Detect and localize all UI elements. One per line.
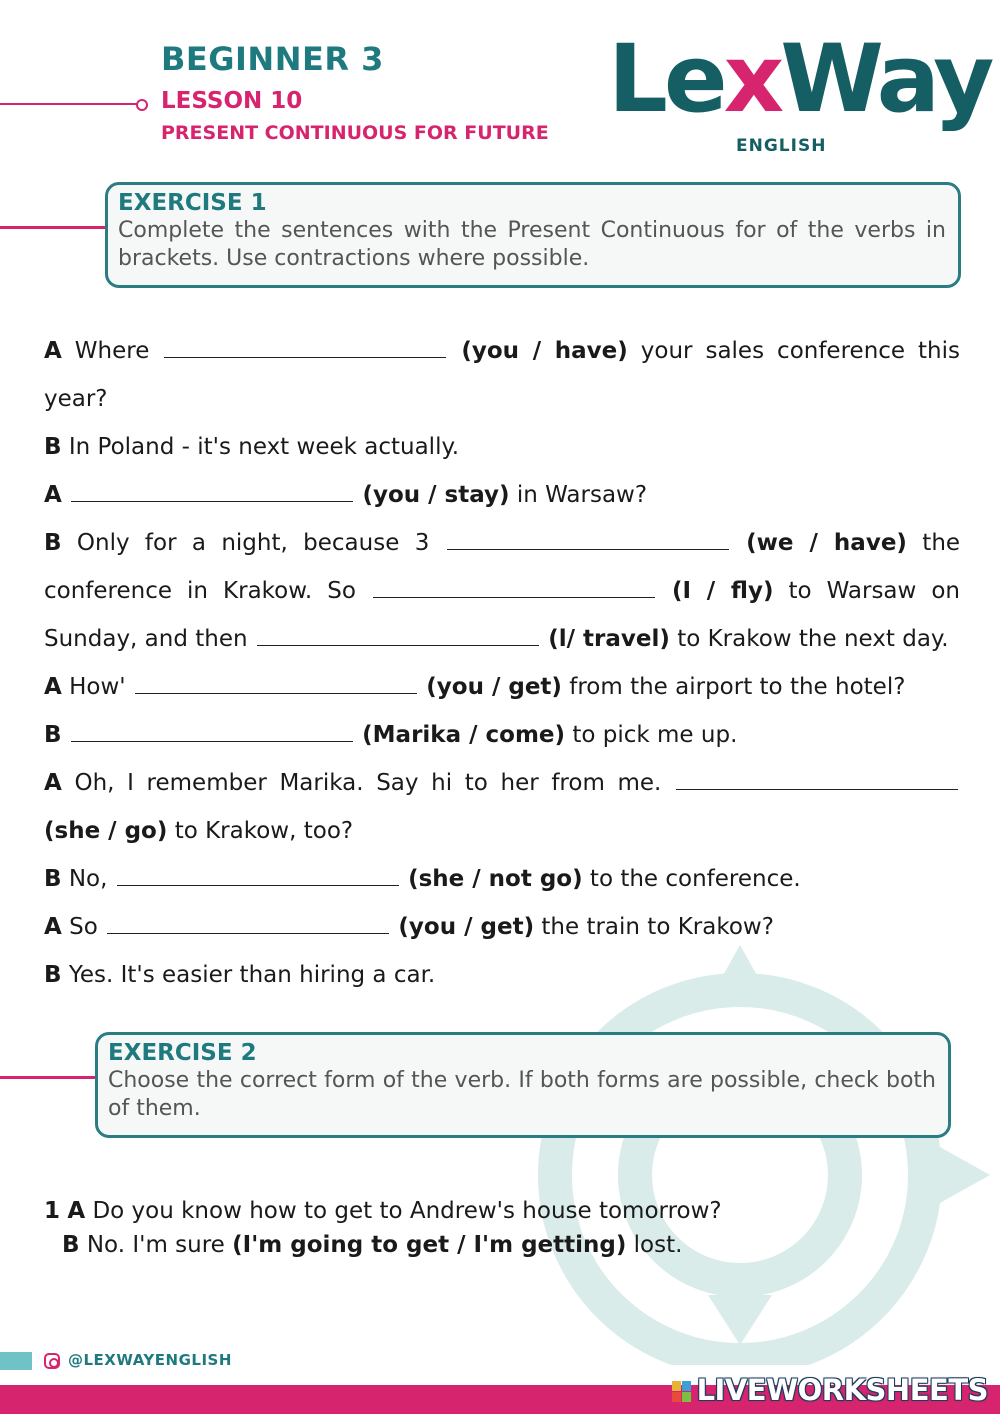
answer-blank-1[interactable]	[164, 333, 446, 358]
exercise2-accent-line	[0, 1076, 96, 1079]
dialogue-line-5	[44, 663, 960, 711]
exercise2-item-1-b	[44, 1228, 960, 1262]
lexway-logo	[608, 25, 991, 158]
line-text: Only for a night, because 3	[76, 530, 430, 556]
exercise2-items	[44, 1194, 960, 1262]
verb-prompt: (you / get)	[426, 674, 562, 700]
exercise2-item-1-a	[44, 1194, 960, 1228]
logo-wordmark: LexWay	[608, 25, 991, 134]
item-number: 1	[44, 1198, 61, 1224]
speaker-label: A	[44, 770, 62, 796]
verb-prompt: (I / fly)	[672, 578, 774, 604]
line-text: from the airport to the hotel?	[569, 674, 906, 700]
instagram-icon	[44, 1353, 60, 1369]
line-text: Oh, I remember Marika. Say hi to her from me.	[74, 770, 662, 796]
line-text: to Warsaw on Sunday, and then	[44, 578, 961, 652]
logo-subtitle: ENGLISH	[736, 136, 827, 156]
speaker-label: A	[44, 674, 62, 700]
dialogue-line-6	[44, 711, 960, 759]
exercise1-instruction: Complete the sentences with the Present Continuous for of the verbs in brackets. Use contractions where possible.	[118, 218, 946, 271]
liveworksheets-icon	[672, 1381, 692, 1403]
line-text: to the conference.	[589, 866, 801, 892]
line-text: How'	[69, 674, 126, 700]
answer-blank-10[interactable]	[107, 909, 389, 934]
line-text: the train to Krakow?	[541, 914, 774, 940]
verb-prompt: (l/ travel)	[548, 626, 670, 652]
verb-prompt: (she / not go)	[408, 866, 583, 892]
exercise2-box	[95, 1032, 951, 1138]
exercise1-accent-line	[0, 226, 106, 229]
speaker-label: B	[44, 866, 62, 892]
line-text: to Krakow, too?	[174, 818, 354, 844]
line-text: lost.	[633, 1232, 683, 1258]
speaker-label: B	[44, 962, 62, 988]
line-text: No,	[68, 866, 108, 892]
dialogue-line-7	[44, 759, 960, 855]
exercise1-title: EXERCISE 1	[118, 190, 267, 216]
exercise2-title: EXERCISE 2	[108, 1040, 257, 1066]
header-accent-line	[0, 103, 138, 105]
verb-prompt: (you / have)	[461, 338, 628, 364]
lesson-heading: LESSON 10	[161, 88, 303, 114]
speaker-label: B	[44, 722, 62, 748]
answer-blank-5[interactable]	[257, 621, 539, 646]
speaker-label: A	[44, 338, 62, 364]
line-text: to Krakow the next day.	[677, 626, 949, 652]
line-text: your sales conference this year?	[44, 338, 961, 412]
answer-blank-3[interactable]	[447, 525, 729, 550]
footer-teal-tab	[0, 1352, 32, 1370]
dialogue-line-4	[44, 519, 960, 663]
dialogue-line-1	[44, 327, 960, 423]
speaker-label: B	[62, 1232, 80, 1258]
verb-prompt: (you / get)	[398, 914, 535, 940]
answer-blank-2[interactable]	[71, 477, 353, 502]
line-text: Yes. It's easier than hiring a car.	[68, 962, 436, 988]
verb-prompt: (we / have)	[746, 530, 907, 556]
line-text: the conference in Krakow. So	[44, 530, 961, 604]
line-text: In Poland - it's next week actually.	[68, 434, 460, 460]
speaker-label: A	[44, 482, 62, 508]
social-handle[interactable]: @LEXWAYENGLISH	[68, 1351, 232, 1369]
line-text: No. I'm sure	[86, 1232, 225, 1258]
level-heading: BEGINNER 3	[161, 40, 384, 78]
liveworksheets-badge[interactable]	[697, 1373, 988, 1407]
liveworksheets-label: LIVEWORKSHEETS	[696, 1373, 988, 1407]
speaker-label: B	[44, 434, 62, 460]
verb-prompt: (she / go)	[44, 818, 168, 844]
speaker-label: A	[44, 914, 62, 940]
answer-blank-7[interactable]	[71, 717, 353, 742]
line-text: to pick me up.	[572, 722, 738, 748]
dialogue-line-8	[44, 855, 960, 903]
line-text: in Warsaw?	[516, 482, 648, 508]
answer-blank-6[interactable]	[135, 669, 417, 694]
verb-prompt: (Marika / come)	[362, 722, 566, 748]
speaker-label: A	[67, 1198, 86, 1224]
answer-blank-8[interactable]	[676, 765, 958, 790]
dialogue-line-2	[44, 423, 960, 471]
line-text: So	[69, 914, 98, 940]
dialogue-line-9	[44, 903, 960, 951]
dialogue-line-10	[44, 951, 960, 999]
speaker-label: B	[44, 530, 62, 556]
exercise2-instruction: Choose the correct form of the verb. If both forms are possible, check both of them.	[108, 1068, 936, 1121]
exercise1-box	[105, 182, 961, 288]
line-text: Do you know how to get to Andrew's house tomorrow?	[92, 1198, 722, 1224]
dialogue-line-3	[44, 471, 960, 519]
header-accent-dot	[136, 99, 148, 111]
answer-blank-4[interactable]	[373, 573, 655, 598]
exercise1-dialogue	[44, 327, 960, 999]
topic-heading: PRESENT CONTINUOUS FOR FUTURE	[161, 122, 549, 144]
line-text: Where	[74, 338, 150, 364]
verb-choice[interactable]: (I'm going to get / I'm getting)	[232, 1232, 627, 1258]
answer-blank-9[interactable]	[117, 861, 399, 886]
verb-prompt: (you / stay)	[362, 482, 510, 508]
